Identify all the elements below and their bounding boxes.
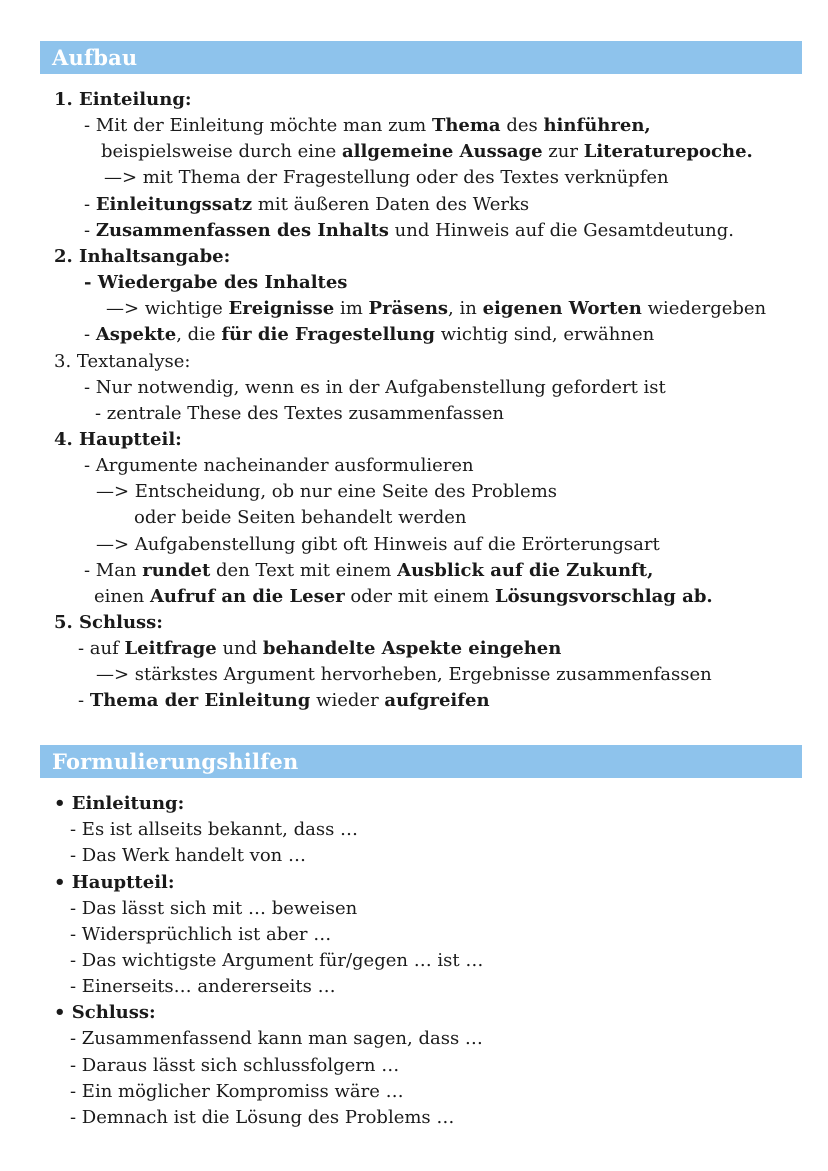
bold-text: rundet (142, 559, 211, 581)
text: , die (176, 324, 222, 346)
list-item (70, 974, 336, 1000)
list-item (70, 1105, 454, 1131)
list-item (54, 244, 230, 270)
bold-text: für die Fragestellung (221, 324, 436, 346)
text: - Mit der Einleitung möchte man zum (84, 115, 432, 137)
text: - auf (78, 638, 125, 660)
bold-text: - Wiedergabe des Inhaltes (84, 272, 348, 293)
list-item (78, 636, 561, 662)
text: - Es ist allseits bekannt, dass … (70, 819, 359, 841)
list-item (54, 427, 182, 453)
list-item (54, 791, 184, 817)
bold-text: Thema (431, 115, 501, 137)
list-item (78, 688, 490, 714)
section-header-formulierungshilfen (40, 745, 802, 778)
list-item (96, 532, 660, 558)
list-item (84, 113, 651, 139)
list-item (94, 584, 713, 610)
list-item (104, 165, 669, 191)
list-item (84, 218, 734, 244)
list-item (70, 948, 483, 974)
list-item (54, 870, 175, 896)
text: —> mit Thema der Fragestellung oder des Textes verknüpfen (104, 167, 669, 189)
bold-text: • Einleitung: (54, 793, 185, 814)
bold-text: aufgreifen (384, 690, 490, 712)
text: - Argumente nacheinander ausformulieren (84, 455, 474, 477)
text: - Zusammenfassend kann man sagen, dass … (70, 1028, 483, 1050)
text: —> Entscheidung, ob nur eine Seite des Problems (96, 481, 558, 503)
list-item (96, 662, 712, 688)
list-item (84, 453, 474, 479)
list-item (96, 479, 557, 505)
text: beispielsweise durch eine (101, 141, 343, 163)
text: einen (94, 585, 150, 607)
text: - Demnach ist die Lösung des Problems … (70, 1106, 455, 1128)
text: - Einerseits… andererseits … (70, 976, 336, 997)
text: wieder (310, 690, 385, 712)
bold-text: Aspekte (95, 324, 177, 346)
list-item (70, 843, 306, 869)
text: - (84, 193, 96, 215)
text: und Hinweis auf die Gesamtdeutung. (388, 219, 735, 241)
list-item (106, 296, 766, 322)
text: im (334, 298, 369, 320)
section-title: Formulierungshilfen (52, 749, 299, 774)
list-item (84, 322, 654, 348)
bold-text: • Schluss: (54, 1002, 156, 1024)
bold-text: eigenen Worten (482, 298, 642, 320)
list-item (54, 87, 192, 113)
text: —> wichtige (106, 298, 229, 320)
text: - Das lässt sich mit … beweisen (70, 897, 358, 919)
list-item (84, 558, 653, 584)
text: zur (542, 141, 584, 163)
text: —> Aufgabenstellung gibt oft Hinweis auf die Erörterungsart (96, 533, 660, 555)
text: oder mit einem (344, 585, 495, 607)
bold-text: Zusammenfassen des Inhalts (95, 219, 389, 241)
list-item (54, 1000, 156, 1026)
bold-text: Leitfrage (124, 638, 217, 660)
bold-text: 2. Inhaltsangabe: (54, 245, 231, 267)
section-title: Aufbau (52, 45, 138, 70)
list-item (101, 139, 753, 165)
bold-text: 4. Hauptteil: (54, 428, 182, 450)
list-item (70, 1079, 404, 1105)
bold-text: 1. Einteilung: (54, 89, 192, 110)
list-item (134, 505, 467, 531)
text: - Das Werk handelt von … (70, 845, 306, 867)
text: - Nur notwendig, wenn es in der Aufgabenstellung gefordert ist (84, 376, 666, 398)
text: den Text mit einem (210, 559, 398, 581)
bold-text: Ausblick auf die Zukunft, (397, 559, 654, 581)
list-item (70, 1053, 399, 1079)
text: - Das wichtigste Argument für/gegen … ist … (70, 949, 484, 971)
text: mit äußeren Daten des Werks (252, 193, 530, 215)
bold-text: Lösungsvorschlag ab. (494, 585, 713, 607)
bold-text: Ereignisse (228, 298, 335, 320)
list-item (54, 610, 163, 636)
section-header-aufbau (40, 41, 802, 74)
text: —> stärkstes Argument hervorheben, Ergebnisse zusammenfassen (96, 664, 712, 686)
text: 3. Textanalyse: (54, 350, 191, 372)
text: - zentrale These des Textes zusammenfassen (95, 402, 505, 424)
bold-text: behandelte Aspekte eingehen (262, 638, 562, 660)
bold-text: • Hauptteil: (54, 871, 175, 893)
list-item (84, 375, 666, 401)
text: , in (448, 298, 483, 320)
list-item (84, 270, 347, 296)
text: - Ein möglicher Kompromiss wäre … (70, 1080, 404, 1102)
text: oder beide Seiten behandelt werden (134, 507, 467, 529)
bold-text: hinführen, (543, 115, 651, 137)
bold-text: allgemeine Aussage (342, 141, 543, 163)
list-item (70, 817, 358, 843)
list-item (84, 192, 529, 218)
text: wiedergeben (641, 298, 767, 320)
text: - (84, 324, 96, 346)
text: des (500, 115, 544, 137)
list-item (70, 1026, 483, 1052)
bold-text: Literaturepoche. (583, 141, 753, 163)
text: - Daraus lässt sich schlussfolgern … (70, 1054, 400, 1076)
text: und (216, 638, 263, 660)
list-item (95, 401, 504, 427)
bold-text: Einleitungssatz (95, 193, 253, 215)
list-item (70, 896, 357, 922)
bold-text: Thema der Einleitung (89, 690, 311, 712)
text: wichtig sind, erwähnen (435, 324, 655, 346)
bold-text: Präsens (368, 298, 449, 320)
text: - Widersprüchlich ist aber … (70, 923, 332, 945)
list-item (54, 349, 190, 375)
text: - (84, 219, 96, 241)
text: - (78, 690, 90, 712)
text: - Man (84, 559, 143, 581)
bold-text: 5. Schluss: (54, 612, 163, 633)
list-item (70, 922, 331, 948)
bold-text: Aufruf an die Leser (149, 585, 345, 607)
